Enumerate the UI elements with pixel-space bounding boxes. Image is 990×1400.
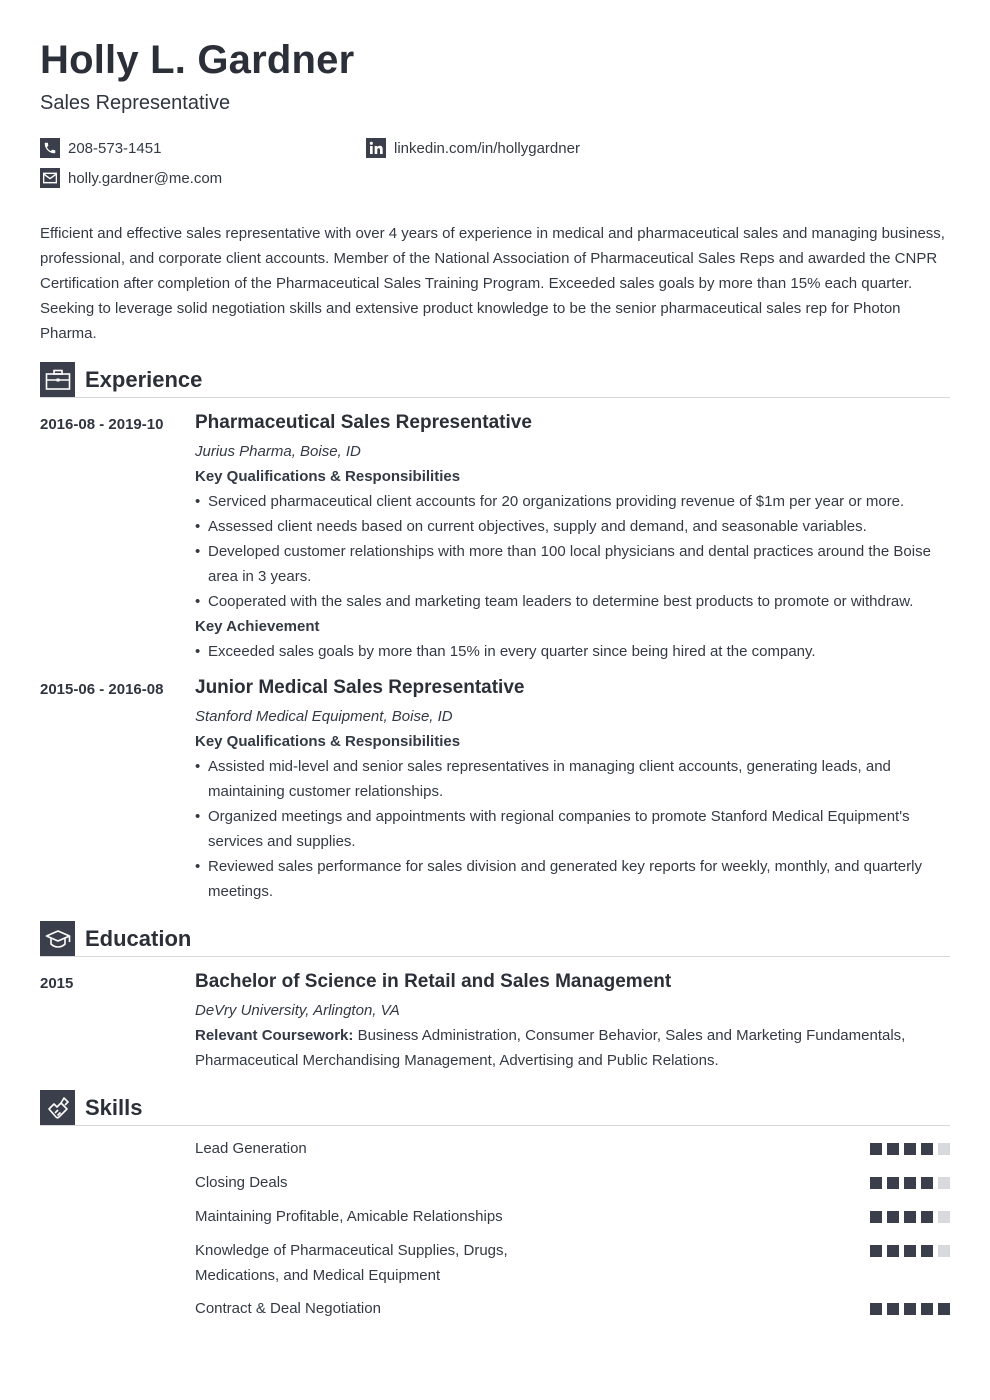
skill-rating [870, 1245, 950, 1257]
skill-row [195, 1296, 950, 1321]
qualifications-heading: Key Qualifications & Responsibilities [195, 733, 461, 750]
rating-square-filled [887, 1211, 899, 1223]
skills-heading: Skills [85, 1095, 143, 1120]
qualifications-heading: Key Qualifications & Responsibilities [195, 468, 461, 485]
rating-square-filled [904, 1143, 916, 1155]
rating-square-filled [870, 1245, 882, 1257]
briefcase-icon [40, 362, 75, 397]
rating-square-filled [904, 1245, 916, 1257]
rating-square-filled [870, 1143, 882, 1155]
rating-square-filled [904, 1211, 916, 1223]
experience-heading: Experience [85, 367, 203, 392]
skill-name: Contract & Deal Negotiation [195, 1300, 381, 1317]
rating-square-filled [887, 1245, 899, 1257]
handshake-icon [40, 1090, 75, 1125]
skill-row [195, 1204, 950, 1229]
list-item: • Developed customer relationships with more than 100 local physicians and dental practices around the Boise area in 3 years. [195, 539, 950, 589]
rating-square-filled [870, 1211, 882, 1223]
achievement-list [195, 639, 950, 664]
list-item: • Assessed client needs based on current objectives, supply and demand, and seasonable variables. [195, 514, 950, 539]
experience-section-header [40, 362, 950, 398]
degree-title: Bachelor of Science in Retail and Sales Management [195, 971, 672, 992]
candidate-title: Sales Representative [40, 92, 231, 114]
job-title: Junior Medical Sales Representative [195, 677, 525, 698]
linkedin-icon [366, 138, 386, 158]
rating-square-filled [904, 1303, 916, 1315]
coursework-label: Relevant Coursework: [195, 1027, 354, 1044]
linkedin-text: linkedin.com/in/hollygardner [394, 139, 580, 157]
list-item: • Organized meetings and appointments with regional companies to promote Stanford Medical Equipment's services and supplies. [195, 804, 950, 854]
rating-square-filled [887, 1177, 899, 1189]
list-item: • Reviewed sales performance for sales division and generated key reports for weekly, monthly, and quarterly meetings. [195, 854, 950, 904]
rating-square-filled [870, 1177, 882, 1189]
email-text: holly.gardner@me.com [68, 169, 223, 187]
coursework-text: Business Administration, Consumer Behavior, Sales and Marketing Fundamentals, Pharmaceutical Merchandising Management, Advertising and Public Relations. [195, 1027, 906, 1069]
skill-name: Closing Deals [195, 1174, 288, 1191]
rating-square-filled [921, 1143, 933, 1155]
rating-square-filled [921, 1177, 933, 1189]
skill-rating [870, 1303, 950, 1315]
skill-row [195, 1238, 950, 1288]
skill-name: Maintaining Profitable, Amicable Relationships [195, 1208, 503, 1225]
experience-dates: 2015-06 - 2016-08 [40, 681, 164, 698]
skill-rating [870, 1177, 950, 1189]
skill-name: Knowledge of Pharmaceutical Supplies, Drugs, Medications, and Medical Equipment [195, 1242, 508, 1284]
skill-rating [870, 1143, 950, 1155]
company-location: Jurius Pharma, Boise, ID [195, 443, 361, 460]
skill-rating [870, 1211, 950, 1223]
list-item: • Assisted mid-level and senior sales representatives in managing client accounts, generating leads, and maintaining customer relationships. [195, 754, 950, 804]
responsibility-list [195, 489, 950, 614]
envelope-icon [40, 168, 60, 188]
rating-square-filled [921, 1245, 933, 1257]
rating-square-filled [921, 1303, 933, 1315]
graduation-cap-icon [40, 921, 75, 956]
contact-linkedin[interactable] [366, 138, 580, 158]
responsibility-list [195, 754, 950, 904]
list-item: • Exceeded sales goals by more than 15% in every quarter since being hired at the company. [195, 639, 950, 664]
rating-square-filled [887, 1303, 899, 1315]
rating-square-empty [938, 1245, 950, 1257]
company-location: Stanford Medical Equipment, Boise, ID [195, 708, 453, 725]
rating-square-empty [938, 1211, 950, 1223]
education-year: 2015 [40, 975, 74, 992]
contact-phone[interactable] [40, 138, 161, 158]
education-heading: Education [85, 926, 192, 951]
phone-text: 208-573-1451 [68, 139, 162, 157]
rating-square-filled [904, 1177, 916, 1189]
profile-summary: Efficient and effective sales representative with over 4 years of experience in medical and pharmaceutical sales and managing business, professional, and corporate client accounts. Member of the National Association of Pharmaceutical Sales Reps and awarded the CNPR Certification after completion of the Pharmaceutical Sales Training Program. Exceeded sales goals by more than 15% each quarter. Seeking to leverage solid negotiation skills and extensive product knowledge to be the senior pharmaceutical sales rep for Photon Pharma. [40, 225, 945, 342]
list-item: • Serviced pharmaceutical client accounts for 20 organizations providing revenue of $1m per year or more. [195, 489, 950, 514]
rating-square-filled [938, 1303, 950, 1315]
education-section-header [40, 921, 950, 957]
rating-square-empty [938, 1143, 950, 1155]
skill-row [195, 1170, 950, 1195]
rating-square-empty [938, 1177, 950, 1189]
candidate-name: Holly L. Gardner [40, 38, 355, 82]
skills-section-header [40, 1090, 950, 1126]
school-location: DeVry University, Arlington, VA [195, 1002, 400, 1019]
rating-square-filled [921, 1211, 933, 1223]
contact-email[interactable] [40, 168, 222, 188]
phone-icon [40, 138, 60, 158]
list-item: • Cooperated with the sales and marketing team leaders to determine best products to promote or withdraw. [195, 589, 950, 614]
rating-square-filled [870, 1303, 882, 1315]
experience-dates: 2016-08 - 2019-10 [40, 416, 164, 433]
achievement-heading: Key Achievement [195, 618, 320, 635]
skill-row [195, 1136, 950, 1161]
skill-name: Lead Generation [195, 1140, 307, 1157]
coursework [195, 1023, 950, 1073]
job-title: Pharmaceutical Sales Representative [195, 412, 532, 433]
rating-square-filled [887, 1143, 899, 1155]
